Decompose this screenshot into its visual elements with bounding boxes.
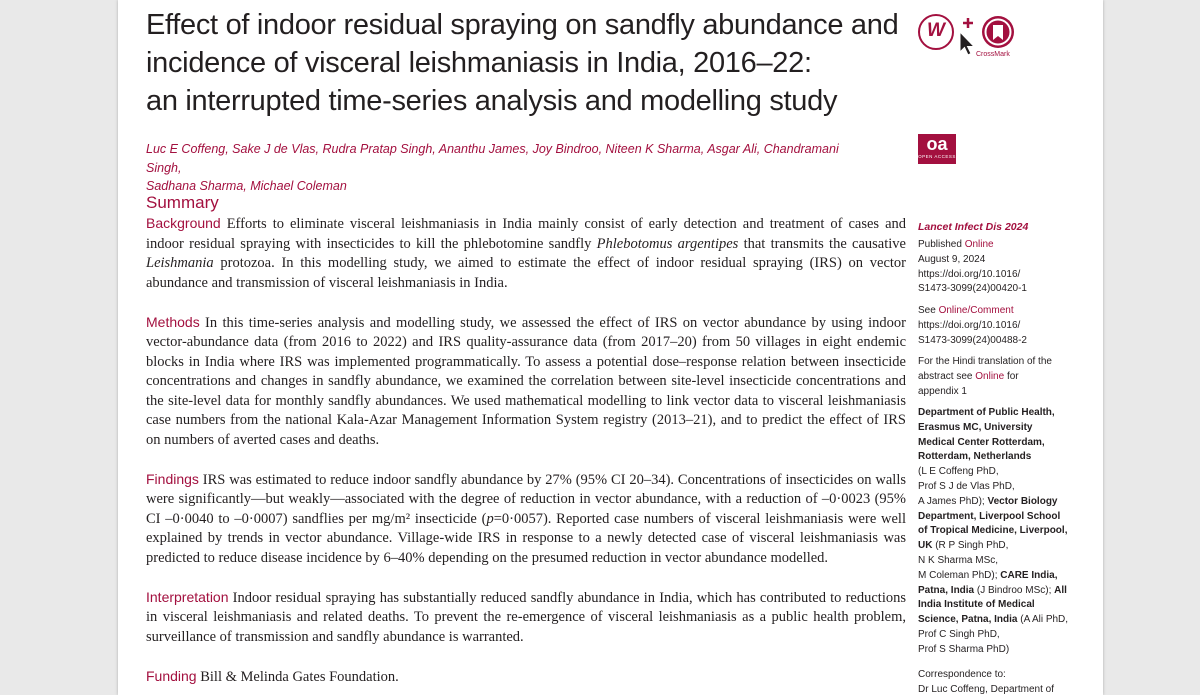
aff-care-1: CARE India, [1000, 569, 1058, 581]
hindi-line-2: abstract see [918, 370, 976, 382]
published-label: Published [918, 239, 965, 250]
online-comment-link[interactable]: Online/Comment [938, 305, 1014, 316]
background-text-3: protozoa. In this modelling study, we aimed to estimate the effect of indoor residual spraying (IRS) on vector abundance and transmission of visceral leishmaniasis in India. [146, 255, 906, 291]
p-value-symbol: p [486, 510, 494, 527]
aff-erasmus-names-1: (L E Coffeng PhD, [918, 466, 999, 478]
crossmark-icon[interactable] [982, 16, 1014, 48]
authors-line-2: Sadhana Sharma, Michael Coleman [146, 179, 347, 193]
methods-label: Methods [146, 313, 200, 330]
background-text-2: that transmits the causative [738, 235, 906, 252]
interpretation-label: Interpretation [146, 588, 229, 605]
aff-lstm-names-3: M Coleman PhD); [918, 569, 1001, 581]
article-title [146, 6, 906, 120]
findings-section [146, 470, 906, 569]
aff-lstm-1: Vector Biology [987, 495, 1058, 507]
genus-name: Leishmania [146, 255, 214, 271]
aff-lstm-names-1: (R P Singh PhD, [932, 540, 1009, 552]
background-section [146, 214, 906, 293]
aff-aiims-3: Science, Patna, India [918, 614, 1018, 626]
doi-link-1a[interactable]: https://doi.org/10.1016/ [918, 268, 1021, 280]
interpretation-section [146, 588, 906, 648]
aff-aiims-2: India Institute of Medical [918, 599, 1035, 611]
funding-label: Funding [146, 667, 197, 684]
title-line-3: an interrupted time-series analysis and modelling study [146, 85, 838, 117]
open-access-badge [918, 134, 956, 164]
aff-care-names: (J Bindroo MSc); [974, 584, 1055, 596]
aff-lstm-4: UK [918, 540, 933, 552]
findings-text-2: =0·0057). Reported case numbers of visceral leishmaniasis were well explained by trends in vector abundance. Village-wide IRS in response to a newly detected case of visceral leishmaniasis was predicted to reduce disease incidence by 6–40% depending on the presumed reduction in vector abundance modelled. [146, 510, 906, 566]
aff-lstm-names-2: N K Sharma MSc, [918, 554, 999, 566]
hindi-line-1: For the Hindi translation of the [918, 356, 1052, 367]
funding-section [146, 667, 906, 688]
title-line-1: Effect of indoor residual spraying on sandfly abundance and [146, 9, 899, 41]
journal-citation: Lancet Infect Dis 2024 [918, 221, 1029, 233]
methods-section [146, 313, 906, 451]
interpretation-text: Indoor residual spraying has substantially reduced sandfly abundance in India, which has contributed to reductions in visceral leishmaniasis and related deaths. To prevent the re-emergence of visceral leishmaniasis as a public health problem, surveillance of transmission and sandfly abundance is warranted. [146, 589, 906, 645]
aff-erasmus-1: Department of Public Health, [918, 407, 1055, 418]
hindi-line-2-end: for [1004, 370, 1019, 382]
doi-link-1b[interactable]: S1473-3099(24)00420-1 [918, 283, 1027, 295]
publication-date: August 9, 2024 [918, 253, 986, 265]
aff-lstm-3: of Tropical Medicine, Liverpool, [918, 525, 1068, 537]
correspondence [918, 668, 1103, 695]
funding-text: Bill & Melinda Gates Foundation. [196, 668, 399, 685]
aff-aiims-names-1: (A Ali PhD, [1017, 614, 1069, 626]
background-label: Background [146, 215, 221, 231]
background-text-1: Efforts to eliminate visceral leishmaniasis in India mainly consist of early detection and treatment of cases and indoor residual spraying with insecticides to kill the phlebotomine sandfly [146, 216, 906, 252]
aff-erasmus-2: Erasmus MC, University [918, 421, 1033, 433]
affiliations [918, 406, 1103, 658]
w-logo-icon[interactable]: W [918, 14, 954, 50]
aff-aiims-names-2: Prof C Singh PhD, [918, 628, 1000, 640]
methods-text: In this time-series analysis and modelling study, we assessed the effect of IRS on vector abundance by using indoor vector-abundance data (from 2016 to 2022) and IRS quality-assurance data (from 2017–20) from 50 villages in eight endemic blocks in India where IRS was implemented programmatically. To assess a potential dose–response relation between insecticide concentrations and changes in sandfly abundance, we examined the correlation between site-level insecticide concentrations and the site-level data for monthly sandfly abundances. We used mathematical modelling to link vector data to visceral leishmaniasis case numbers from the national Kala-Azar Management Information System registry (2013–21), and to predict the effect of IRS on numbers of averted cases and deaths. [146, 314, 906, 448]
findings-text-1: IRS was estimated to reduce indoor sandfly abundance by 27% (95% CI 20–34). Concentrations of insecticides on walls were significantly—but weakly—associated with the degree of reduction in vector abundance, with a reduction of –0·0023 (95% CI –0·0040 to –0·0007) sandflies per mg/m² insecticide ( [146, 471, 906, 527]
online-link[interactable]: Online [964, 239, 994, 250]
correspondence-label: Correspondence to: [918, 669, 1006, 680]
title-line-2: incidence of visceral leishmaniasis in India, 2016–22: [146, 47, 812, 79]
hindi-line-3: appendix 1 [918, 385, 967, 397]
author-list [146, 140, 876, 196]
correspondence-name: Dr Luc Coffeng, Department of [918, 683, 1054, 695]
authors-line-1: Luc E Coffeng, Sake J de Vlas, Rudra Pratap Singh, Ananthu James, Joy Bindroo, Niteen K Sharma, Asgar Ali, Chandramani Singh, [146, 142, 839, 175]
species-name: Phlebotomus argentipes [596, 235, 739, 252]
see-label: See [918, 305, 939, 316]
summary-heading: Summary [146, 193, 219, 212]
abstract [146, 214, 906, 687]
comment-info [918, 304, 1103, 348]
aff-erasmus-names-3: A James PhD); [918, 495, 988, 507]
aff-aiims-1: All [1054, 584, 1067, 596]
aff-erasmus-4: Rotterdam, Netherlands [918, 451, 1032, 463]
aff-erasmus-3: Medical Center Rotterdam, [918, 436, 1045, 448]
doi-link-2b[interactable]: S1473-3099(24)00488-2 [918, 334, 1027, 346]
aff-lstm-2: Department, Liverpool School [918, 510, 1061, 522]
doi-link-2a[interactable]: https://doi.org/10.1016/ [918, 319, 1021, 331]
hindi-translation [918, 355, 1103, 399]
aff-erasmus-names-2: Prof S J de Vlas PhD, [918, 480, 1015, 492]
hindi-online-link[interactable]: Online [975, 370, 1005, 382]
crossmark-label: CrossMark [976, 51, 1010, 58]
findings-label: Findings [146, 470, 199, 487]
logo-row [918, 14, 1078, 59]
aff-care-2: Patna, India [918, 584, 975, 596]
oa-small-text: OPEN ACCESS [918, 154, 956, 159]
oa-text: oa [926, 134, 948, 154]
aff-aiims-names-3: Prof S Sharma PhD) [918, 643, 1010, 655]
article-page [118, 0, 1103, 695]
publication-info [918, 238, 1103, 297]
